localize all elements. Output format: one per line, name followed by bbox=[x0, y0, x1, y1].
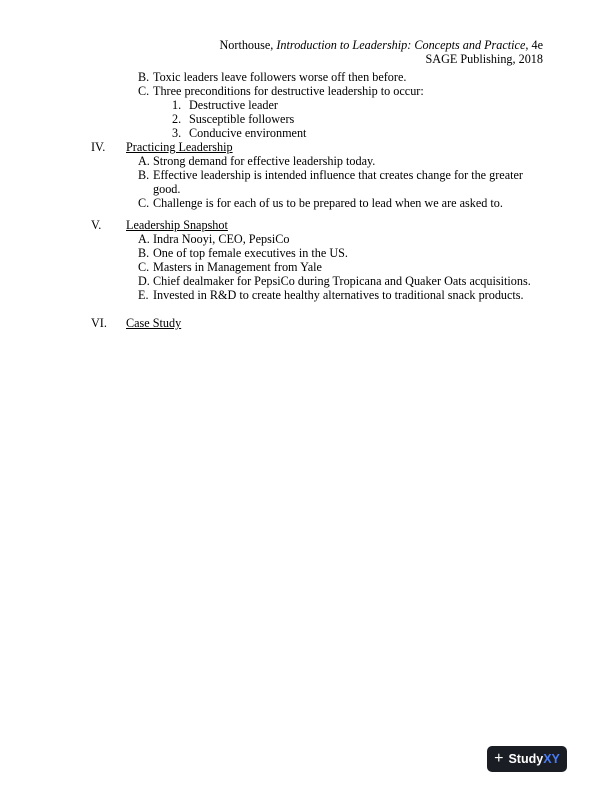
author-name: Northouse, bbox=[219, 38, 277, 52]
item-number: 2. bbox=[172, 112, 182, 126]
brand-name: Study bbox=[508, 752, 544, 766]
item-text: Susceptible followers bbox=[189, 112, 295, 126]
item-text: Toxic leaders leave followers worse off then before. bbox=[153, 70, 407, 84]
item-text: Effective leadership is intended influence that creates change for the greater bbox=[153, 168, 523, 182]
book-title: Introduction to Leadership: Concepts and Practice bbox=[276, 38, 526, 52]
item-letter: B. bbox=[138, 70, 150, 84]
item-letter: E. bbox=[138, 288, 149, 302]
item-text: good. bbox=[153, 182, 181, 196]
item-letter: B. bbox=[138, 168, 150, 182]
item-text: Strong demand for effective leadership today. bbox=[153, 154, 376, 168]
item-text: Invested in R&D to create healthy alternatives to traditional snack products. bbox=[153, 288, 524, 302]
page-header bbox=[219, 38, 543, 66]
item-letter: C. bbox=[138, 196, 150, 210]
item-letter: A. bbox=[138, 154, 150, 168]
item-text: Chief dealmaker for PepsiCo during Tropicana and Quaker Oats acquisitions. bbox=[153, 274, 531, 288]
item-letter: C. bbox=[138, 84, 150, 98]
item-letter: B. bbox=[138, 246, 150, 260]
item-number: 3. bbox=[172, 126, 182, 140]
section-title: Leadership Snapshot bbox=[126, 218, 228, 232]
item-text: Destructive leader bbox=[189, 98, 278, 112]
item-text: Conducive environment bbox=[189, 126, 307, 140]
section-numeral: V. bbox=[91, 218, 102, 232]
item-letter: A. bbox=[138, 232, 150, 246]
item-text: Indra Nooyi, CEO, PepsiCo bbox=[153, 232, 290, 246]
item-number: 1. bbox=[172, 98, 182, 112]
section-numeral: IV. bbox=[91, 140, 106, 154]
publisher-line: SAGE Publishing, 2018 bbox=[425, 52, 543, 66]
plus-icon: + bbox=[494, 750, 504, 767]
brand-suffix: XY bbox=[543, 752, 560, 766]
section-numeral: VI. bbox=[91, 316, 107, 330]
item-text: One of top female executives in the US. bbox=[153, 246, 348, 260]
item-text: Masters in Management from Yale bbox=[153, 260, 322, 274]
item-letter: C. bbox=[138, 260, 150, 274]
section-title: Case Study bbox=[126, 316, 182, 330]
item-letter: D. bbox=[138, 274, 150, 288]
item-text: Three preconditions for destructive leadership to occur: bbox=[153, 84, 424, 98]
section-title: Practicing Leadership bbox=[126, 140, 233, 154]
item-text: Challenge is for each of us to be prepared to lead when we are asked to. bbox=[153, 196, 503, 210]
studyxy-badge bbox=[487, 746, 567, 772]
edition: , 4e bbox=[525, 38, 543, 52]
citation-line bbox=[219, 38, 543, 52]
